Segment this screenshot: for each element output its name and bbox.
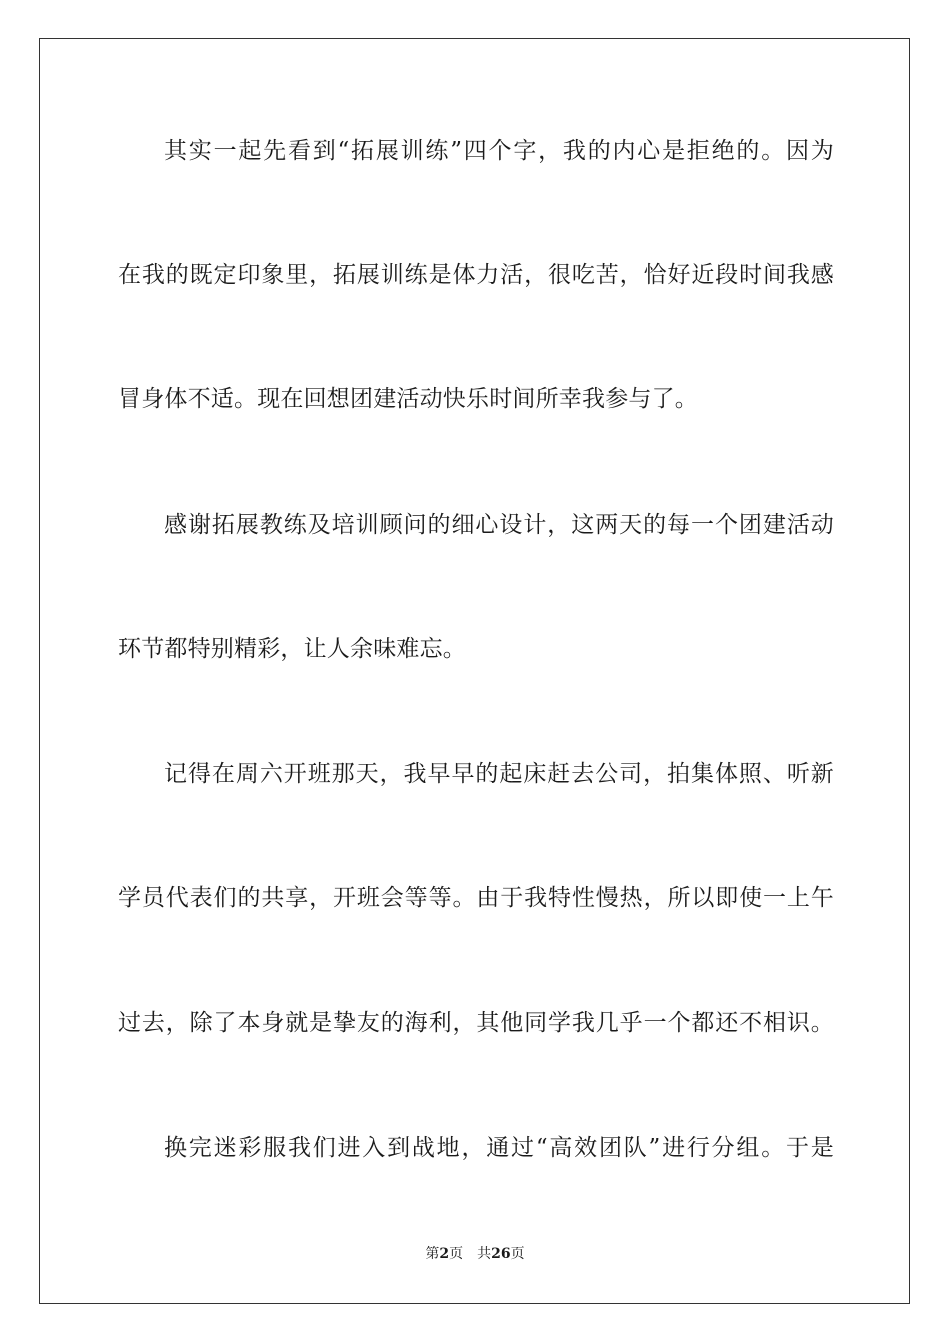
paragraph-line: 冒身体不适。现在回想团建活动快乐时间所幸我参与了。 [118, 386, 698, 412]
paragraph-line: 换完迷彩服我们进入到战地，通过“高效团队”进行分组。于是 [164, 1135, 834, 1161]
paragraph-line: 记得在周六开班那天，我早早的起床赶去公司，拍集体照、听新 [164, 761, 834, 787]
paragraph-line: 环节都特别精彩，让人余味难忘。 [118, 636, 466, 662]
page-prefix: 第 [425, 1246, 440, 1262]
paragraph-line: 其实一起先看到“拓展训练”四个字，我的内心是拒绝的。因为 [164, 138, 834, 164]
paragraph-line: 在我的既定印象里，拓展训练是体力活，很吃苦，恰好近段时间我感 [118, 262, 834, 288]
page-number: 2 [439, 1246, 450, 1262]
paragraph-line: 过去，除了本身就是挚友的海利，其他同学我几乎一个都还不相识。 [118, 1010, 834, 1036]
paragraph-line: 感谢拓展教练及培训顾问的细心设计，这两天的每一个团建活动 [164, 512, 834, 538]
page-border [39, 38, 910, 1304]
total-prefix: 共 [477, 1246, 492, 1262]
page-footer [0, 1244, 950, 1264]
page-suffix: 页 [449, 1246, 464, 1262]
total-suffix: 页 [510, 1246, 525, 1262]
total-pages: 26 [491, 1246, 511, 1262]
paragraph-line: 学员代表们的共享，开班会等等。由于我特性慢热，所以即使一上午 [118, 885, 834, 911]
